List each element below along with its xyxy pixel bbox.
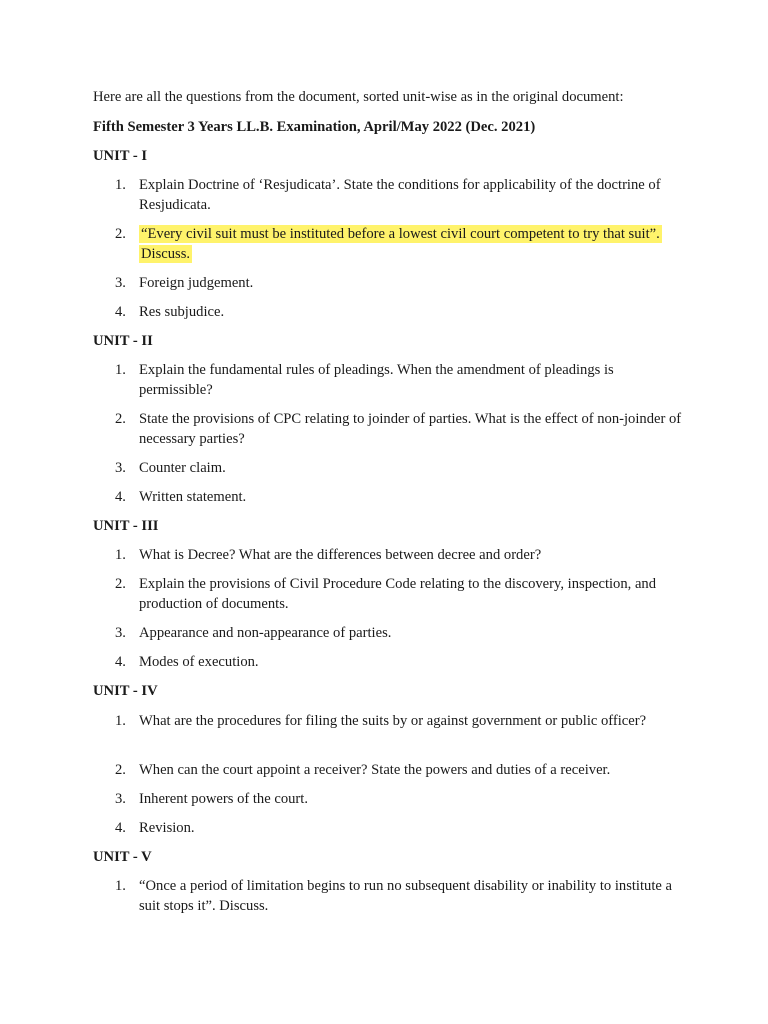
item-number: 1. xyxy=(115,878,126,894)
question-text: Counter claim. xyxy=(139,460,226,476)
list-item xyxy=(115,652,685,672)
item-number: 4. xyxy=(115,820,126,836)
item-number: 2. xyxy=(115,576,126,592)
question-text: “Once a period of limitation begins to run no subsequent disability or inability to institute a suit stops it”. Discuss. xyxy=(139,878,672,914)
item-number: 4. xyxy=(115,489,126,505)
item-number: 3. xyxy=(115,460,126,476)
question-text: Revision. xyxy=(139,820,195,836)
item-number: 2. xyxy=(115,226,126,242)
list-item xyxy=(115,487,685,507)
question-text: Res subjudice. xyxy=(139,304,225,320)
item-number: 1. xyxy=(115,547,126,563)
item-number: 3. xyxy=(115,791,126,807)
question-text: Written statement. xyxy=(139,489,247,505)
question-text: Modes of execution. xyxy=(139,654,259,670)
highlight: “Every civil suit must be instituted before a lowest civil court competent to try that suit”. Discuss. xyxy=(141,226,660,262)
unit-heading: UNIT - III xyxy=(93,518,159,534)
list-item xyxy=(115,302,685,322)
item-number: 4. xyxy=(115,654,126,670)
question-text: Explain the provisions of Civil Procedure Code relating to the discovery, inspection, and production of documents. xyxy=(139,576,657,612)
list-item xyxy=(115,876,685,916)
list-item xyxy=(115,574,685,614)
item-number: 4. xyxy=(115,304,126,320)
question-text: What is Decree? What are the differences between decree and order? xyxy=(139,547,542,563)
item-number: 2. xyxy=(115,762,126,778)
item-number: 1. xyxy=(115,177,126,193)
question-text: Appearance and non-appearance of parties. xyxy=(139,625,392,641)
list-item xyxy=(115,273,685,293)
list-item xyxy=(115,175,685,215)
question-text: State the provisions of CPC relating to joinder of parties. What is the effect of non-joinder of necessary parties? xyxy=(139,411,682,447)
question-text: Explain the fundamental rules of pleadings. When the amendment of pleadings is permissible? xyxy=(139,362,614,398)
question-text: When can the court appoint a receiver? State the powers and duties of a receiver. xyxy=(139,762,611,778)
intro-text: Here are all the questions from the document, sorted unit-wise as in the original document: xyxy=(93,89,624,105)
list-item xyxy=(115,760,685,780)
unit-heading: UNIT - V xyxy=(93,849,152,865)
item-number: 3. xyxy=(115,275,126,291)
question-text-highlighted xyxy=(139,224,685,264)
question-text: Foreign judgement. xyxy=(139,275,254,291)
list-item xyxy=(115,458,685,478)
item-number: 2. xyxy=(115,411,126,427)
question-text: Inherent powers of the court. xyxy=(139,791,308,807)
list-item xyxy=(115,409,685,449)
exam-title: Fifth Semester 3 Years LL.B. Examination, April/May 2022 (Dec. 2021) xyxy=(93,119,536,135)
item-number: 1. xyxy=(115,713,126,729)
list-item xyxy=(115,789,685,809)
list-item xyxy=(115,818,685,838)
list-item xyxy=(115,623,685,643)
list-item xyxy=(115,360,685,400)
list-item xyxy=(115,224,685,264)
list-item xyxy=(115,711,685,731)
unit-heading: UNIT - II xyxy=(93,333,153,349)
unit-heading: UNIT - IV xyxy=(93,683,158,699)
unit-heading: UNIT - I xyxy=(93,148,148,164)
question-text: What are the procedures for filing the suits by or against government or public officer? xyxy=(139,713,647,729)
question-text: Explain Doctrine of ‘Resjudicata’. State the conditions for applicability of the doctrine of Resjudicata. xyxy=(139,177,661,213)
item-number: 3. xyxy=(115,625,126,641)
item-number: 1. xyxy=(115,362,126,378)
list-item xyxy=(115,545,685,565)
